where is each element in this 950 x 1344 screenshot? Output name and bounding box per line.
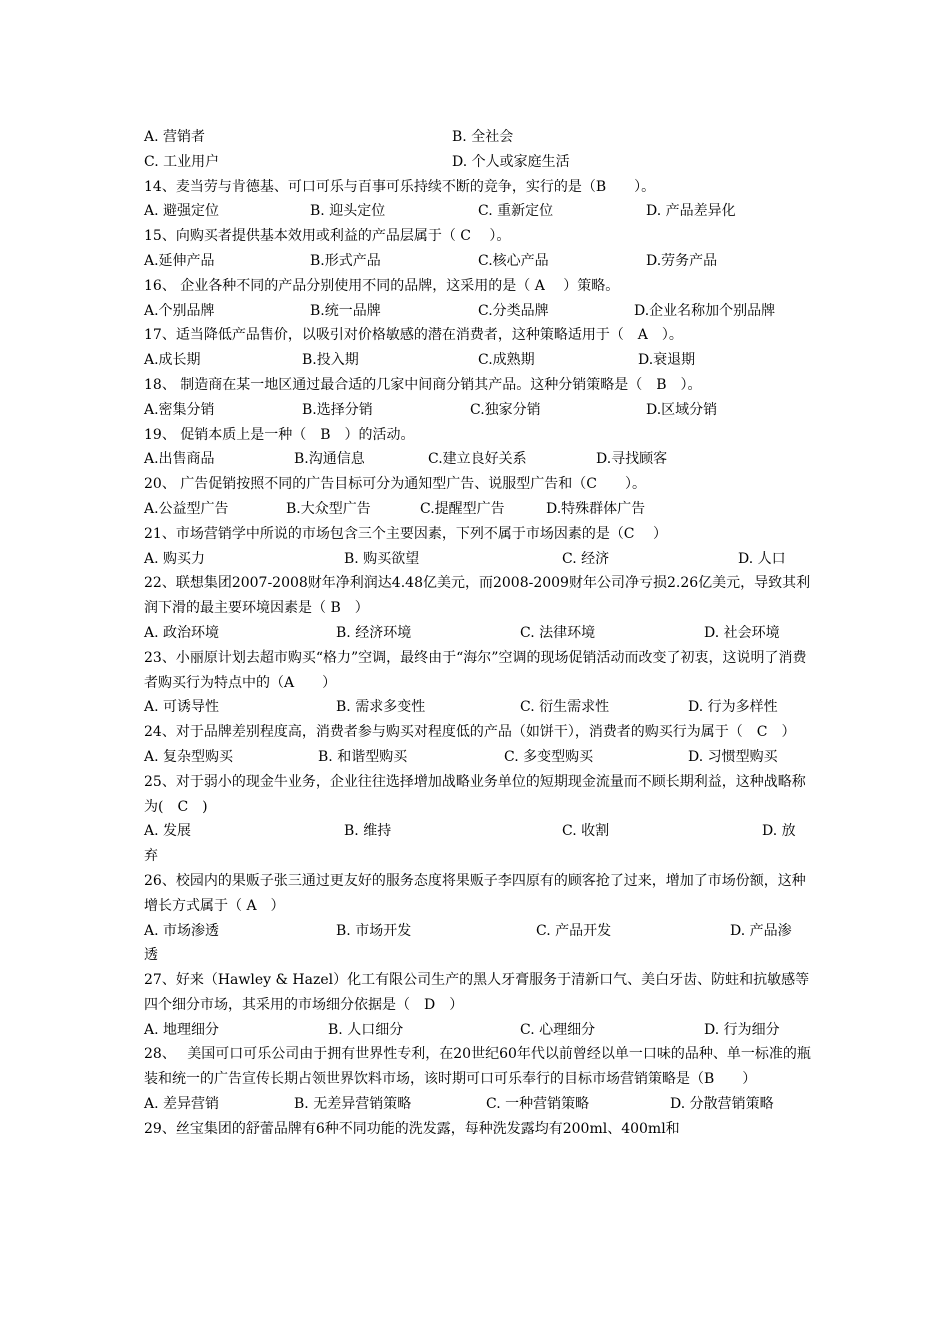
question-text: 16、 企业各种不同的产品分别使用不同的品牌，这采用的是（ A ）策略。 xyxy=(144,277,620,294)
question-text: 21、市场营销学中所说的市场包含三个主要因素，下列不属于市场因素的是（C ） xyxy=(144,525,667,542)
answer-option: C. 工业用户 xyxy=(144,153,220,170)
question-text: 22、联想集团2007-2008财年净利润达4.48亿美元，而2008-2009财年公司净亏损2.26亿美元，导致其利润下滑的最主要环境因素是（ B ） xyxy=(144,575,811,617)
answer-option: D. 分散营销策略 xyxy=(670,1096,774,1113)
answer-option: A.延伸产品 xyxy=(144,252,215,269)
answer-option: A.成长期 xyxy=(144,352,201,369)
answer-option: C. 衍生需求性 xyxy=(520,699,610,716)
question-text: 26、校园内的果贩子张三通过更友好的服务态度将果贩子李四原有的顾客抢了过来，增加了市场份额，这种增长方式属于（ A ） xyxy=(144,872,806,914)
answer-option: A. 避强定位 xyxy=(144,203,220,220)
answer-option: D. 个人或家庭生活 xyxy=(452,153,570,170)
answer-option: B. 人口细分 xyxy=(328,1021,404,1038)
option-row xyxy=(144,150,812,175)
answer-option: A. 可诱导性 xyxy=(144,699,220,716)
answer-option: D. 放 xyxy=(762,823,796,840)
option-row xyxy=(144,348,812,373)
answer-option: B. 市场开发 xyxy=(336,922,412,939)
option-row xyxy=(144,299,812,324)
answer-option: D. 行为细分 xyxy=(704,1021,780,1038)
answer-option: A. 复杂型购买 xyxy=(144,748,234,765)
answer-option: B.统一品牌 xyxy=(310,302,381,319)
answer-option: B. 和谐型购买 xyxy=(318,748,408,765)
option-row xyxy=(144,398,812,423)
option-row xyxy=(144,125,812,150)
option-row xyxy=(144,1092,812,1117)
answer-option: A. 政治环境 xyxy=(144,624,220,641)
answer-option: A. 购买力 xyxy=(144,550,206,567)
option-row xyxy=(144,447,812,472)
answer-option: D. 社会环境 xyxy=(704,624,780,641)
answer-option: A. 差异营销 xyxy=(144,1096,220,1113)
answer-option: B. 全社会 xyxy=(452,129,514,145)
question-text: 23、小丽原计划去超市购买“格力”空调，最终由于“海尔”空调的现场促销活动而改变了初衷，这说明了消费者购买行为特点中的（A ） xyxy=(144,649,807,691)
option-row xyxy=(144,497,812,522)
answer-option: C. 法律环境 xyxy=(520,624,596,641)
question-text: 27、好来（Hawley & Hazel）化工有限公司生产的黑人牙膏服务于清新口气、美白牙齿、防蛀和抗敏感等四个细分市场，其采用的市场细分依据是（ D ） xyxy=(144,972,810,1013)
answer-option: A. 市场渗透 xyxy=(144,922,220,939)
question-text: 17、适当降低产品售价，以吸引对价格敏感的潜在消费者，这种策略适用于（ A ）。 xyxy=(144,327,683,344)
answer-option: D. 行为多样性 xyxy=(688,699,778,716)
option-row xyxy=(144,819,812,844)
option-row xyxy=(144,919,812,944)
answer-option: A.出售商品 xyxy=(144,451,215,468)
question-text: 25、对于弱小的现金牛业务，企业往往选择增加战略业务单位的短期现金流量而不顾长期利益，这种战略称为( C ) xyxy=(144,773,806,815)
answer-option: C.成熟期 xyxy=(478,352,535,369)
answer-option: D. 产品差异化 xyxy=(646,203,736,220)
option-row xyxy=(144,1018,812,1043)
answer-option: C. 产品开发 xyxy=(536,922,612,939)
answer-option: B. 经济环境 xyxy=(336,624,412,641)
answer-option: C.独家分销 xyxy=(470,401,541,418)
question-text: 14、麦当劳与肯德基、可口可乐与百事可乐持续不断的竞争，实行的是（B ）。 xyxy=(144,178,656,195)
answer-option: D.衰退期 xyxy=(638,352,696,369)
answer-option: C. 一种营销策略 xyxy=(486,1096,590,1113)
option-row xyxy=(144,249,812,274)
option-row xyxy=(144,621,812,646)
answer-option: B.大众型广告 xyxy=(286,500,371,517)
answer-option: C.提醒型广告 xyxy=(420,500,505,517)
question-text: 28、 美国可口可乐公司由于拥有世界性专利，在20世纪60年代以前曾经以单一口味的品种、单一标准的瓶装和统一的广告宣传长期占领世界饮料市场，该时期可口可乐奉行的目标市场营销策略是（B ） xyxy=(144,1046,811,1088)
answer-option: A.公益型广告 xyxy=(144,500,229,517)
answer-option: B. 需求多变性 xyxy=(336,699,426,716)
answer-option: C. 经济 xyxy=(562,550,610,567)
question-list xyxy=(144,125,812,1142)
answer-option: C.核心产品 xyxy=(478,252,549,269)
option-row xyxy=(144,745,812,770)
answer-option: A.个别品牌 xyxy=(144,302,215,319)
answer-option: C.建立良好关系 xyxy=(428,451,527,468)
answer-option: B. 维持 xyxy=(344,823,392,840)
answer-option: B.沟通信息 xyxy=(294,451,365,468)
question-text: 20、 广告促销按照不同的广告目标可分为通知型广告、说服型广告和（C ）。 xyxy=(144,476,646,493)
answer-option: D.特殊群体广告 xyxy=(546,500,646,517)
answer-option: C.分类品牌 xyxy=(478,302,549,319)
answer-option: D. 人口 xyxy=(738,550,786,567)
question-text: 29、丝宝集团的舒蕾品牌有6种不同功能的洗发露，每种洗发露均有200ml、400ml和 xyxy=(144,1120,680,1137)
answer-option: D. 产品渗 xyxy=(730,922,792,939)
option-row xyxy=(144,199,812,224)
answer-option: A. 地理细分 xyxy=(144,1021,220,1038)
question-text: 15、向购买者提供基本效用或利益的产品层属于（ C ）。 xyxy=(144,228,511,245)
answer-option: D.区域分销 xyxy=(646,401,718,418)
answer-option: B.投入期 xyxy=(302,352,359,369)
option-row xyxy=(144,695,812,720)
option-row xyxy=(144,547,812,572)
answer-option: D.企业名称加个别品牌 xyxy=(634,302,776,319)
answer-option: C. 多变型购买 xyxy=(504,748,594,765)
wrapped-text: 弃 xyxy=(144,848,158,865)
answer-option: B. 购买欲望 xyxy=(344,550,420,567)
answer-option: C. 重新定位 xyxy=(478,203,554,220)
answer-option: A. 营销者 xyxy=(144,129,206,145)
answer-option: D. 习惯型购买 xyxy=(688,748,778,765)
answer-option: A. 发展 xyxy=(144,823,192,840)
answer-option: D.劳务产品 xyxy=(646,252,718,269)
answer-option: B.选择分销 xyxy=(302,401,373,418)
answer-option: C. 收割 xyxy=(562,823,610,840)
answer-option: B. 迎头定位 xyxy=(310,203,386,220)
wrapped-text: 透 xyxy=(144,947,158,964)
question-text: 19、 促销本质上是一种（ B ）的活动。 xyxy=(144,426,415,443)
answer-option: B. 无差异营销策略 xyxy=(294,1096,412,1113)
answer-option: D.寻找顾客 xyxy=(596,451,668,468)
answer-option: C. 心理细分 xyxy=(520,1021,596,1038)
question-text: 18、 制造商在某一地区通过最合适的几家中间商分销其产品。这种分销策略是（ B ）。 xyxy=(144,376,702,393)
answer-option: A.密集分销 xyxy=(144,401,215,418)
question-text: 24、对于品牌差别程度高，消费者参与购买对程度低的产品（如饼干），消费者的购买行为属于（ C ） xyxy=(144,724,796,741)
answer-option: B.形式产品 xyxy=(310,252,381,269)
